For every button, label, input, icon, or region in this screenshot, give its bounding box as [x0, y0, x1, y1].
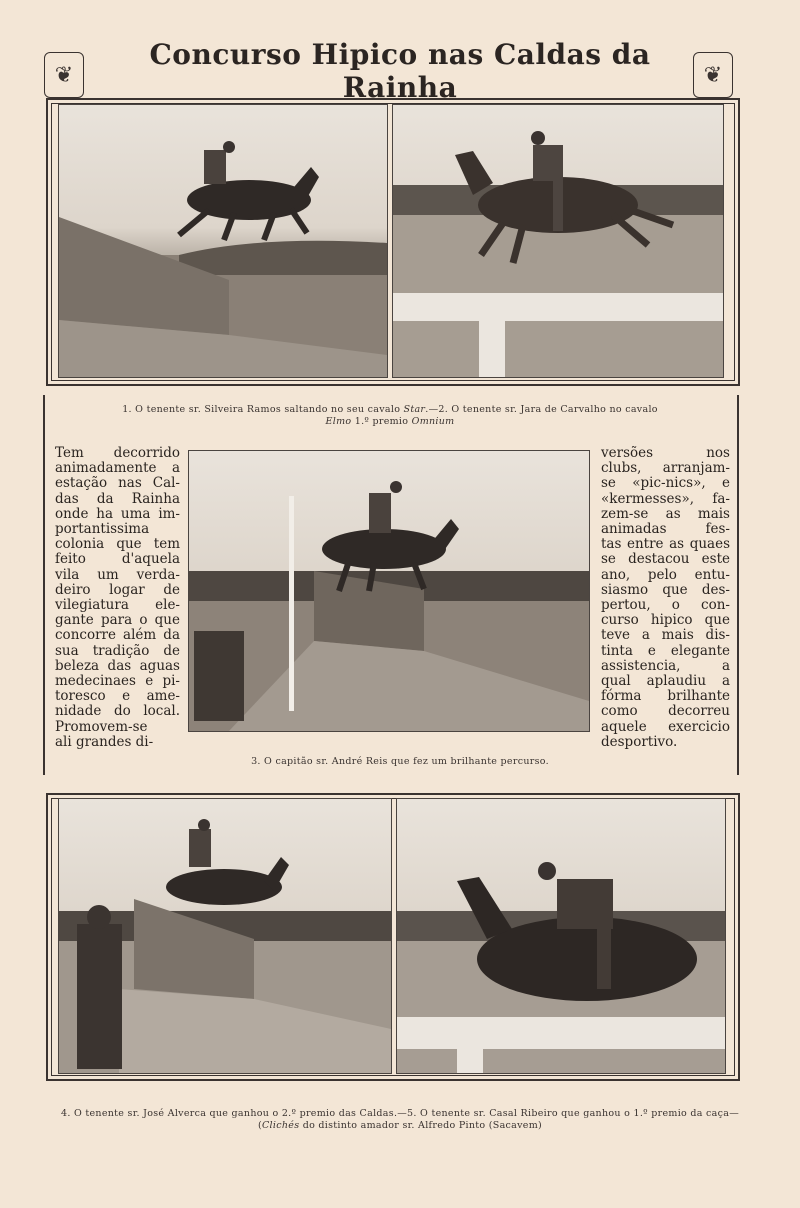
article-line: animadas fes-	[601, 521, 730, 538]
article-line: colonia que tem	[55, 536, 180, 553]
article-line: ali grandes di-	[55, 733, 154, 750]
caption-45-text-b: do distinto amador sr. Alfredo Pinto (Sacavem)	[299, 1120, 543, 1131]
caption-photo-3: 3. O capitão sr. André Reis que fez um brilhante percurso.	[251, 756, 549, 767]
article-line: vila um verda-	[55, 566, 180, 583]
article-line: beleza das aguas	[55, 657, 180, 674]
article-line: como decorreu	[601, 703, 730, 720]
photo-3-captain-jump	[188, 450, 590, 732]
photo-1-horse-jump-bank	[58, 104, 388, 378]
article-line: aquele exercicio	[601, 718, 730, 735]
caption-45-text-a: 4. O tenente sr. José Alverca que ganhou o 2.º premio das Caldas.—5. O tenente sr. Casal Ribeiro que ganhou o 1.º premio da caça—(	[60, 1108, 740, 1131]
article-line: deiro logar de	[55, 581, 180, 598]
left-column-rule	[43, 395, 45, 775]
article-line: toresco e ame-	[55, 688, 180, 705]
photo-2-horse-jump-fence	[392, 104, 724, 378]
ornament-left-icon: ❦	[44, 52, 84, 98]
article-line: fórma brilhante	[601, 688, 730, 705]
article-line: assistencia, a	[601, 657, 730, 674]
photo-4-horse-jump-bank	[58, 798, 392, 1074]
caption-photos-4-5	[60, 1108, 740, 1132]
article-line: gante para o que	[55, 612, 180, 629]
article-line: versões nos	[601, 445, 730, 461]
caption-1-prize-omnium: Omnium	[411, 416, 455, 427]
article-line: nidade do local.	[55, 703, 180, 720]
article-line: clubs, arranjam-	[601, 460, 730, 477]
page-title: Concurso Hipico nas Caldas da Rainha	[149, 38, 651, 104]
caption-1-horse-star: Star	[403, 404, 426, 415]
article-line: teve a mais dis-	[601, 627, 730, 644]
article-line: feito d'aquela	[55, 551, 180, 568]
article-line: siasmo que des-	[601, 581, 730, 598]
article-line: vilegiatura ele-	[55, 597, 180, 614]
article-line: animadamente a	[55, 460, 180, 477]
caption-1-text-c: 1.º premio	[351, 416, 412, 427]
article-line: se «pic-nics», e	[601, 475, 730, 492]
caption-photos-1-2	[90, 404, 690, 428]
caption-1-text-a: 1. O tenente sr. Silveira Ramos saltando no seu cavalo	[122, 404, 404, 415]
article-line: Promovem-se	[55, 718, 148, 735]
article-line: portantissima	[55, 521, 150, 538]
article-line: qual aplaudiu a	[601, 673, 730, 690]
article-line: se destacou este	[601, 551, 730, 568]
ornament-right-icon: ❦	[693, 52, 733, 98]
article-line: concorre além da	[55, 627, 180, 644]
article-line: das da Rainha	[55, 490, 180, 507]
article-line: tas entre as quaes	[601, 536, 730, 553]
article-column-right	[601, 446, 730, 750]
article-line: «kermesses», fa-	[601, 490, 730, 507]
article-line: Tem decorrido	[55, 445, 180, 461]
right-column-rule	[737, 395, 739, 775]
article-line: curso hipico que	[601, 612, 730, 629]
article-line: sua tradição de	[55, 642, 180, 659]
article-line: onde ha uma im-	[55, 505, 180, 522]
caption-1-horse-elmo: Elmo	[325, 416, 352, 427]
article-column-left	[55, 446, 180, 750]
article-line: ano, pelo entu-	[601, 566, 730, 583]
caption-45-cliches: Clichés	[261, 1120, 300, 1131]
article-line: desportivo.	[601, 733, 678, 750]
article-line: pertou, o con-	[601, 597, 730, 614]
article-line: medecinaes e pi-	[55, 673, 180, 690]
photo-5-horse-jump-fence	[396, 798, 726, 1074]
caption-1-text-b: .—2. O tenente sr. Jara de Carvalho no cavalo	[425, 404, 658, 415]
article-line: estação nas Cal-	[55, 475, 180, 492]
article-line: zem-se as mais	[601, 505, 730, 522]
article-line: tinta e elegante	[601, 642, 730, 659]
